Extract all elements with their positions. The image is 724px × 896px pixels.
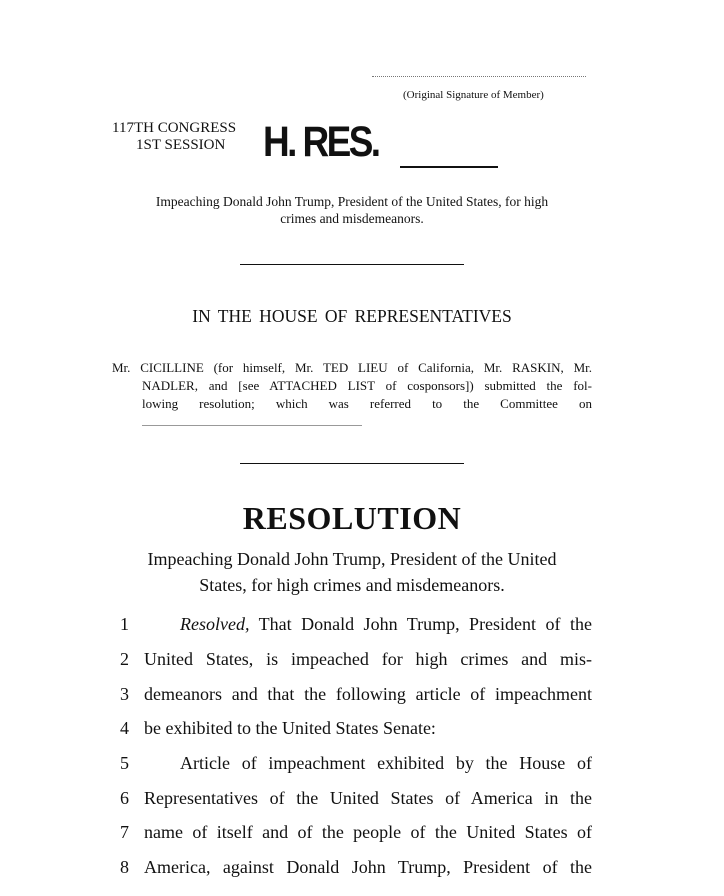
line-number: 7: [120, 822, 129, 842]
line-text: demeanors and that the following article of impeachment: [144, 684, 592, 704]
resolution-heading: RESOLUTION: [242, 500, 462, 536]
long-title-line-2: States, for high crimes and misdemeanors.: [199, 575, 505, 595]
divider-rule-bottom: [240, 463, 464, 464]
body-line-7: [112, 820, 592, 844]
body-line-5: [112, 751, 592, 775]
sponsor-line-1: Mr. CICILLINE (for himself, Mr. TED LIEU of California, Mr. RASKIN, Mr.: [112, 360, 592, 375]
long-title-line-1: Impeaching Donald John Trump, President of the United: [147, 549, 557, 569]
bill-type: H. RES.: [263, 118, 379, 166]
line-text: name of itself and of the people of the United States of: [144, 822, 592, 842]
divider-rule-top: [240, 264, 464, 265]
line-text: America, against Donald John Trump, President of the: [144, 857, 592, 877]
line-number: 1: [120, 614, 129, 634]
short-title-line-2: crimes and misdemeanors.: [280, 211, 424, 226]
sponsor-line-2: NADLER, and [see ATTACHED LIST of cosponsors]) submitted the fol-: [142, 378, 592, 393]
body-line-3: [112, 682, 592, 706]
resolved-clause: Resolved,: [180, 614, 250, 634]
long-title: [112, 546, 592, 598]
line-number: 3: [120, 684, 129, 704]
signature-label: (Original Signature of Member): [403, 89, 544, 101]
committee-blank-line: [142, 425, 362, 426]
line-number: 6: [120, 788, 129, 808]
body-line-4: [112, 716, 592, 740]
session-label: 1ST SESSION: [136, 137, 226, 153]
body-line-8: [112, 855, 592, 879]
line-number: 2: [120, 649, 129, 669]
congress-session-block: [112, 120, 236, 154]
short-title: [100, 193, 604, 227]
line-text: That Donald John Trump, President of the: [249, 614, 592, 634]
short-title-line-1: Impeaching Donald John Trump, President of the United States, for high: [155, 194, 549, 209]
sponsor-paragraph: [112, 359, 592, 413]
signature-line: [372, 76, 586, 77]
body-line-2: [112, 647, 592, 671]
line-number: 5: [120, 753, 129, 773]
line-number: 8: [120, 857, 129, 877]
line-number: 4: [120, 718, 129, 738]
body-line-1: [112, 612, 592, 636]
line-text: Article of impeachment exhibited by the House of: [180, 753, 592, 773]
line-text: United States, is impeached for high crimes and mis-: [144, 649, 592, 669]
line-text: be exhibited to the United States Senate:: [144, 718, 436, 738]
bill-number-blank: [400, 166, 498, 168]
body-line-6: [112, 786, 592, 810]
sponsor-line-3: lowing resolution; which was referred to the Committee on: [142, 396, 592, 411]
house-heading: IN THE HOUSE OF REPRESENTATIVES: [192, 306, 512, 326]
line-text: Representatives of the United States of America in the: [144, 788, 592, 808]
congress-label: 117TH CONGRESS: [112, 120, 237, 136]
